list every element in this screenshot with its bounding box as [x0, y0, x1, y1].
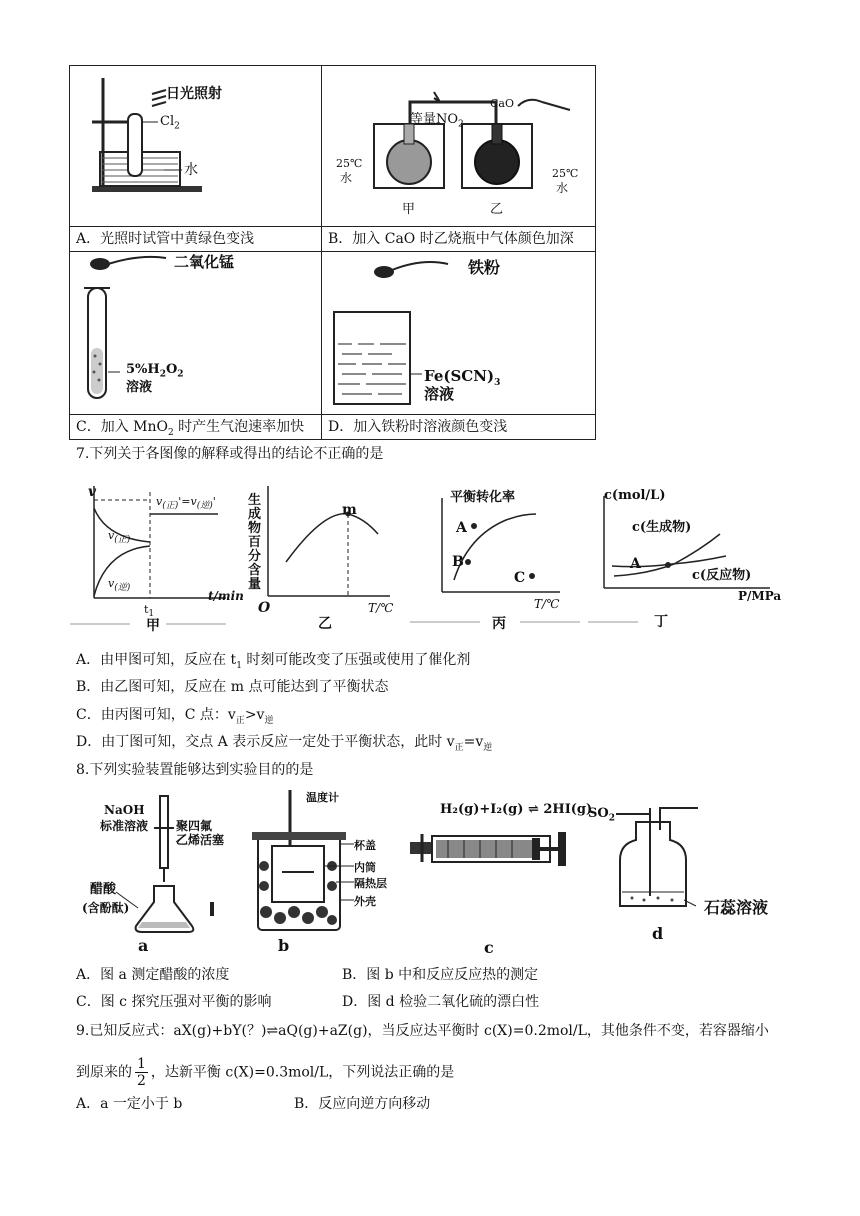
label-so2: $SO_2$	[588, 806, 615, 824]
caption-b: B．加入 CaO 时乙烧瓶中气体颜色加深	[328, 231, 574, 247]
figure-c-syringe	[408, 824, 578, 884]
question-9-line-2: 到原来的 $\frac{1}{2}$ ，达新平衡 c(X)=0.3mol/L，下列说法正确的是	[76, 1056, 455, 1089]
label-cl2: $Cl_2$	[160, 114, 180, 132]
label-fescn: $Fe(SCN)_3$	[424, 367, 501, 388]
label-phenolphthalein: (含酚酞)	[82, 901, 130, 915]
table-divider	[70, 414, 595, 415]
axis-pressure: P/MPa	[738, 589, 782, 603]
axis-conversion: 平衡转化率	[450, 490, 516, 505]
q9-option-a: A．a 一定小于 b	[76, 1096, 183, 1112]
figure-label-a: a	[138, 936, 149, 955]
q8-option-a: A．图 a 测定醋酸的浓度	[76, 967, 230, 983]
label-naoh: NaOH	[104, 803, 145, 817]
q7-option-b: B．由乙图可知，反应在 m 点可能达到了平衡状态	[76, 679, 389, 695]
figure-label-d: d	[652, 924, 664, 943]
label-jia: 甲	[402, 202, 416, 217]
label-ptfe-1: 聚四氟	[176, 819, 213, 833]
graph-name-bing: 丙	[492, 616, 506, 632]
label-temp-left: 25℃	[336, 157, 363, 170]
label-solution-d: 溶液	[424, 385, 455, 403]
axis-temperature: T/℃	[368, 601, 394, 615]
q9-option-b: B．反应向逆方向移动	[294, 1096, 431, 1112]
label-litmus: 石蕊溶液	[704, 898, 769, 917]
figure-d-gas-bottle	[612, 800, 712, 920]
fraction-half: $\frac{1}{2}$	[137, 1056, 146, 1089]
caption-a: A．光照时试管中黄绿色变浅	[76, 231, 255, 247]
label-thermometer: 温度计	[306, 791, 339, 804]
figure-b-no2-flasks	[322, 66, 595, 226]
question-8-stem: 8.下列实验装置能够达到实验目的的是	[76, 762, 314, 778]
q8-option-b: B．图 b 中和反应反应热的测定	[342, 967, 539, 983]
label-inner-cylinder: 内筒	[354, 861, 376, 874]
label-lid: 杯盖	[354, 839, 376, 852]
axis-t-min: t/min	[208, 589, 244, 603]
axis-product-percent: 生成物百分含量	[248, 493, 262, 592]
figure-label-b: b	[278, 936, 290, 955]
point-a-bing: A	[456, 520, 467, 536]
label-equilibrium: H₂(g)+I₂(g) ⇌ 2HI(g)	[440, 802, 593, 817]
label-h2o2: $5\%H_2O_2$	[126, 362, 184, 380]
label-c-product: c(生成物)	[632, 520, 692, 535]
point-c-bing: C	[514, 570, 526, 586]
label-v-equal: $v_{(正)}'=v_{(逆)}'$	[156, 495, 216, 512]
label-cao: CaO	[490, 97, 514, 110]
label-t1: $t_1$	[144, 603, 155, 620]
label-water-right: 水	[556, 181, 569, 195]
label-equal-no2: 等量$NO_2$	[410, 112, 464, 130]
label-iron: 铁粉	[468, 258, 501, 277]
q7-option-c: C．由丙图可知，C 点：$v_正>v_逆$	[76, 707, 274, 726]
label-acetic-acid: 醋酸	[90, 882, 117, 897]
axis-temperature-bing: T/℃	[534, 597, 560, 611]
table-divider	[70, 226, 595, 227]
graph-name-jia: 甲	[146, 618, 160, 634]
axis-concentration: c(mol/L)	[604, 488, 666, 503]
label-ptfe-2: 乙烯活塞	[176, 833, 225, 847]
label-v-reverse: $v_{(逆)}$	[108, 577, 131, 594]
label-water-left: 水	[340, 171, 353, 185]
label-outer-shell: 外壳	[354, 895, 376, 908]
q8-option-d: D．图 d 检验二氧化硫的漂白性	[342, 994, 540, 1010]
caption-d: D．加入铁粉时溶液颜色变浅	[328, 419, 508, 435]
q7-option-a: A．由甲图可知，反应在 $t_1$ 时刻可能改变了压强或使用了催化剂	[76, 652, 471, 671]
question-7-stem: 7.下列关于各图像的解释或得出的结论不正确的是	[76, 446, 384, 462]
figure-label-c: c	[484, 938, 494, 957]
q8-option-c: C．图 c 探究压强对平衡的影响	[76, 994, 272, 1010]
label-insulation: 隔热层	[354, 877, 387, 890]
label-sunlight: 日光照射	[166, 86, 222, 102]
graph-name-ding: 丁	[654, 614, 668, 630]
axis-v: v	[88, 484, 97, 500]
label-yi: 乙	[490, 202, 504, 217]
figure-c-mno2-h2o2	[70, 252, 321, 414]
figure-a-titration	[76, 790, 236, 950]
question-9-line-1: 9.已知反应式：aX(g)+bY(？)⇌aQ(g)+aZ(g)，当反应达平衡时 c(X)=0.2mol/L，其他条件不变，若容器缩小	[76, 1023, 769, 1039]
experiment-table	[69, 65, 596, 440]
label-solution-c: 溶液	[126, 380, 153, 395]
point-m: m	[342, 502, 357, 518]
origin-o: O	[258, 600, 271, 616]
label-water: 水	[184, 162, 198, 178]
label-v-forward: $v_{(正)}$	[108, 529, 131, 546]
label-mno2: 二氧化锰	[174, 253, 235, 271]
point-a-ding: A	[630, 556, 641, 572]
graph-name-yi: 乙	[318, 616, 332, 632]
graph-ding	[588, 484, 788, 634]
label-temp-right: 25℃	[552, 167, 579, 180]
label-standard-solution: 标准溶液	[100, 819, 149, 833]
q7-option-d: D．由丁图可知，交点 A 表示反应一定处于平衡状态，此时 $v_正=v_逆$	[76, 734, 493, 753]
label-c-reactant: c(反应物)	[692, 568, 752, 583]
point-b-bing: B	[452, 554, 464, 570]
caption-c: C．加入 MnO$_2$ 时产生气泡速率加快	[76, 419, 305, 438]
